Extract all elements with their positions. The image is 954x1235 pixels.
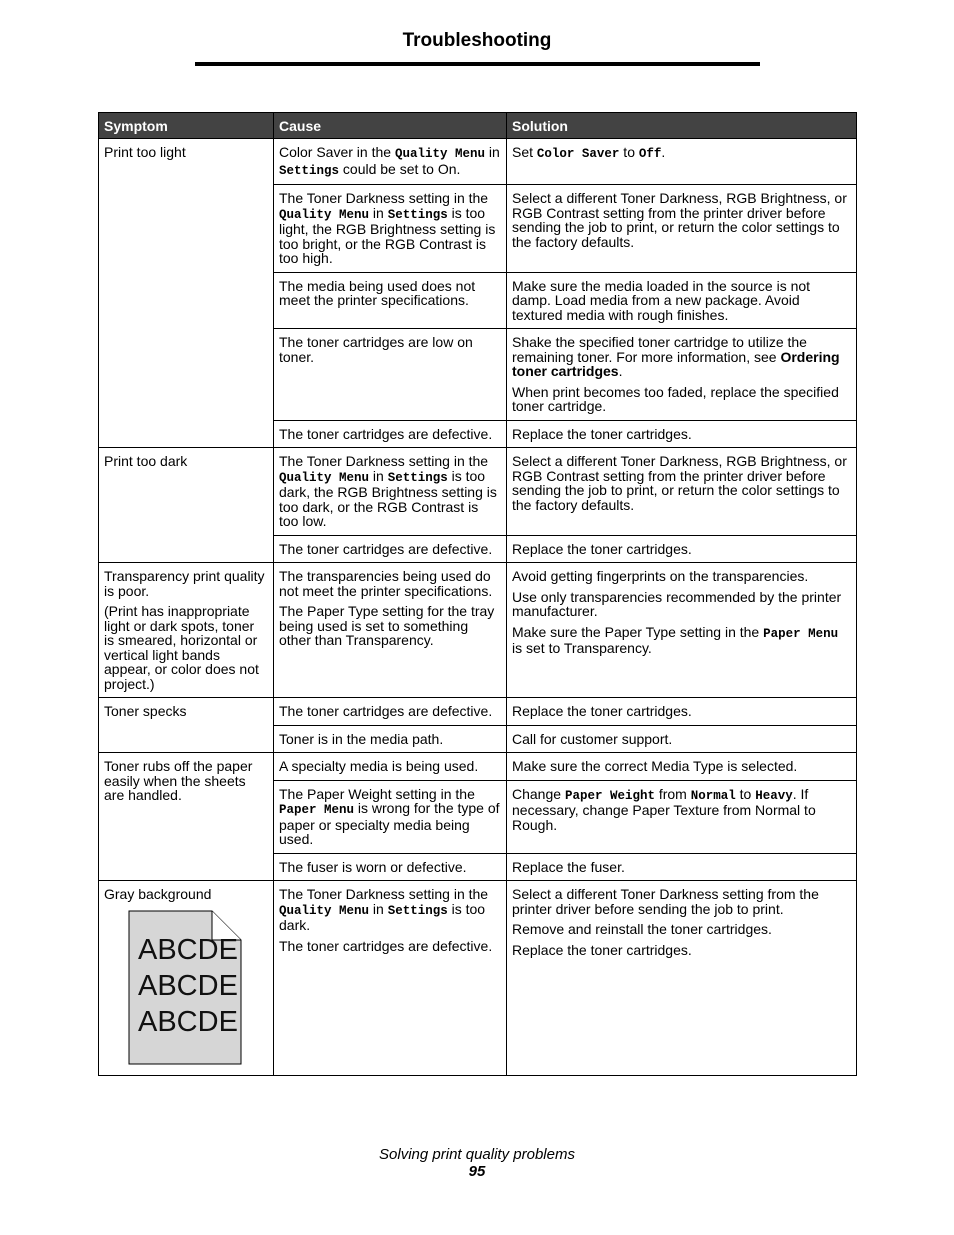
cause-cell: Toner is in the media path. (274, 725, 507, 753)
table-row (99, 881, 857, 1076)
footer-section-title: Solving print quality problems (379, 1146, 575, 1163)
table-row (99, 753, 857, 781)
cause-cell: The Toner Darkness setting in the Quality Menu in Settings is too light, the RGB Brightness setting is too bright, or the RGB Contrast is too high. (274, 185, 507, 273)
column-header-solution: Solution (507, 113, 857, 139)
solution-cell: Replace the fuser. (507, 853, 857, 881)
solution-cell: Replace the toner cartridges. (507, 698, 857, 726)
cause-cell: The toner cartridges are defective. (274, 698, 507, 726)
table-row (99, 698, 857, 726)
cause-cell: The fuser is worn or defective. (274, 853, 507, 881)
solution-cell: Select a different Toner Darkness, RGB Brightness, or RGB Contrast setting from the printer driver before sending the job to print, or return the color settings to the factory defaults. (507, 185, 857, 273)
symptom-cell: Print too dark (99, 448, 274, 563)
sample-text-line: ABCDE (138, 969, 238, 1002)
solution-cell: Select a different Toner Darkness setting from the printer driver before sending the job to print. Remove and reinstall the toner cartridges. Replace the toner cartridges. (507, 881, 857, 1076)
symptom-cell: Toner specks (99, 698, 274, 753)
cause-cell: The Toner Darkness setting in the Quality Menu in Settings is too dark, the RGB Brightness setting is too dark, or the RGB Contrast is too low. (274, 448, 507, 536)
solution-cell: Make sure the correct Media Type is selected. (507, 753, 857, 781)
solution-cell: Replace the toner cartridges. (507, 420, 857, 448)
cause-cell: The Toner Darkness setting in the Quality Menu in Settings is too dark. The toner cartridges are defective. (274, 881, 507, 1076)
table-row (99, 563, 857, 698)
symptom-cell: Gray background ABCDE ABCDE ABCDE (99, 881, 274, 1076)
page-footer (0, 1146, 954, 1180)
cause-cell: A specialty media is being used. (274, 753, 507, 781)
table-header-row (99, 113, 857, 139)
table-row (99, 139, 857, 185)
column-header-symptom: Symptom (99, 113, 274, 139)
solution-cell: Call for customer support. (507, 725, 857, 753)
sample-text-line: ABCDE (138, 1005, 238, 1038)
symptom-cell: Print too light (99, 139, 274, 448)
solution-cell: Make sure the media loaded in the source is not damp. Load media from a new package. Avoid textured media with rough finishes. (507, 272, 857, 329)
cause-cell: The toner cartridges are defective. (274, 420, 507, 448)
title-rule (195, 62, 760, 66)
cause-cell: The transparencies being used do not meet the printer specifications. The Paper Type setting for the tray being used is set to something other than Transparency. (274, 563, 507, 698)
cause-cell: The media being used does not meet the printer specifications. (274, 272, 507, 329)
solution-cell: Shake the specified toner cartridge to utilize the remaining toner. For more information, see Ordering toner cartridges. When print becomes too faded, replace the specified toner cartridge. (507, 329, 857, 421)
solution-cell: Change Paper Weight from Normal to Heavy. If necessary, change Paper Texture from Normal to Rough. (507, 780, 857, 853)
cause-cell: The toner cartridges are low on toner. (274, 329, 507, 421)
troubleshooting-table (98, 112, 857, 1076)
cause-cell: The toner cartridges are defective. (274, 535, 507, 563)
cross-reference-link[interactable]: Ordering toner cartridges (512, 348, 840, 379)
gray-background-illustration (128, 910, 242, 1065)
page-title: Troubleshooting (402, 30, 552, 51)
page-number: 95 (468, 1163, 486, 1180)
table-row (99, 448, 857, 536)
solution-cell: Set Color Saver to Off. (507, 139, 857, 185)
solution-cell: Replace the toner cartridges. (507, 535, 857, 563)
sample-text-line: ABCDE (138, 933, 238, 966)
solution-cell: Avoid getting fingerprints on the transparencies. Use only transparencies recommended by the printer manufacturer. Make sure the Paper Type setting in the Paper Menu is set to Transparency. (507, 563, 857, 698)
cause-cell: Color Saver in the Quality Menu in Settings could be set to On. (274, 139, 507, 185)
symptom-cell: Toner rubs off the paper easily when the sheets are handled. (99, 753, 274, 881)
column-header-cause: Cause (274, 113, 507, 139)
solution-cell: Select a different Toner Darkness, RGB Brightness, or RGB Contrast setting from the printer driver before sending the job to print, or return the color settings to the factory defaults. (507, 448, 857, 536)
cause-cell: The Paper Weight setting in the Paper Menu is wrong for the type of paper or specialty media being used. (274, 780, 507, 853)
symptom-cell: Transparency print quality is poor. (Print has inappropriate light or dark spots, toner is smeared, horizontal or vertical light bands appear, or color does not project.) (99, 563, 274, 698)
